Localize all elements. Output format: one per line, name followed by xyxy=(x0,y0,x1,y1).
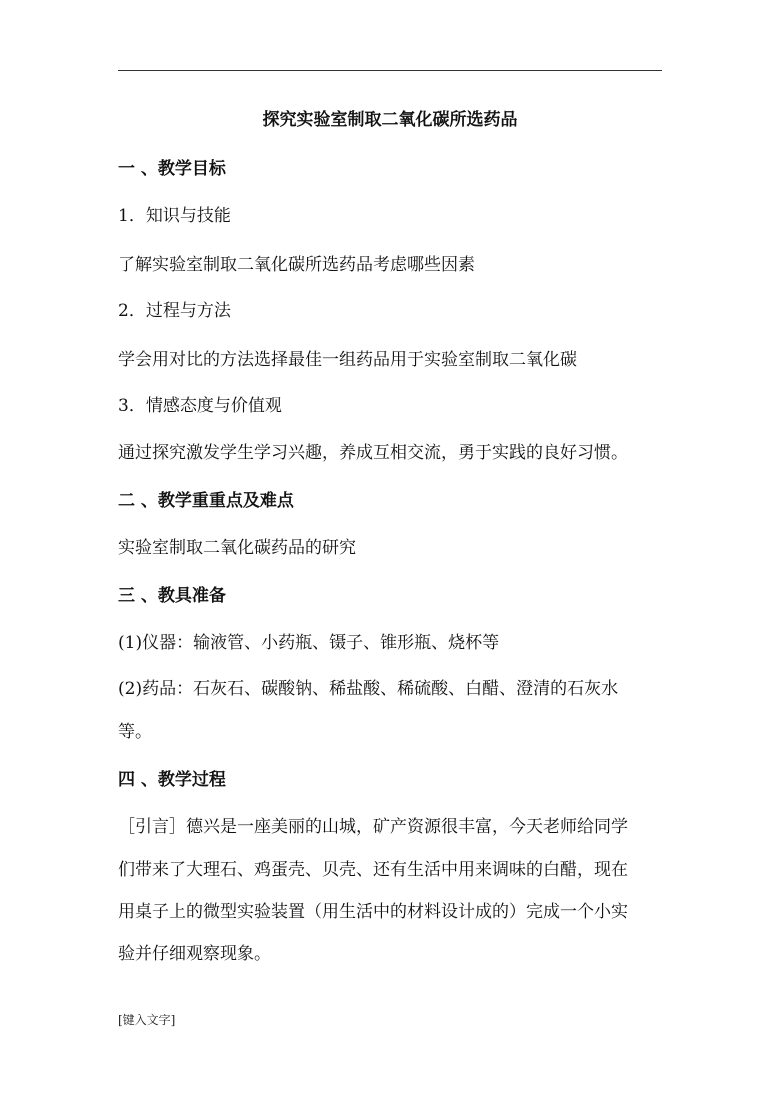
document-title: 探究实验室制取二氧化碳所选药品 xyxy=(262,110,518,130)
subheading-process: 2．过程与方法 xyxy=(118,301,231,321)
header-rule xyxy=(118,70,662,71)
section-heading-key-points: 二 、教学重重点及难点 xyxy=(118,491,294,511)
subheading-knowledge: 1．知识与技能 xyxy=(118,206,231,226)
list-item-instruments: (1)仪器：输液管、小药瓶、镊子、锥形瓶、烧杯等 xyxy=(118,633,500,653)
section-heading-equipment: 三 、教具准备 xyxy=(118,586,226,606)
paragraph-line: 验并仔细观察现象。 xyxy=(118,944,271,964)
paragraph-line: 学会用对比的方法选择最佳一组药品用于实验室制取二氧化碳 xyxy=(118,350,577,370)
paragraph-line: 用桌子上的微型实验装置（用生活中的材料设计成的）完成一个小实 xyxy=(118,902,628,922)
paragraph-line: 们带来了大理石、鸡蛋壳、贝壳、还有生活中用来调味的白醋，现在 xyxy=(118,860,628,880)
paragraph-line: 等。 xyxy=(118,722,152,742)
section-heading-process: 四 、教学过程 xyxy=(118,770,226,790)
paragraph-line: 实验室制取二氧化碳药品的研究 xyxy=(118,538,356,558)
list-item-reagents: (2)药品：石灰石、碳酸钠、稀盐酸、稀硫酸、白醋、澄清的石灰水 xyxy=(118,679,619,699)
paragraph-line: 通过探究激发学生学习兴趣，养成互相交流，勇于实践的良好习惯。 xyxy=(118,443,628,463)
paragraph-line: 了解实验室制取二氧化碳所选药品考虑哪些因素 xyxy=(118,255,475,275)
footer-placeholder[interactable]: [键入文字] xyxy=(118,1013,176,1027)
section-heading-objectives: 一 、教学目标 xyxy=(118,159,226,179)
paragraph-line: ［引言］德兴是一座美丽的山城，矿产资源很丰富，今天老师给同学 xyxy=(118,817,628,837)
subheading-attitude: 3．情感态度与价值观 xyxy=(118,396,282,416)
